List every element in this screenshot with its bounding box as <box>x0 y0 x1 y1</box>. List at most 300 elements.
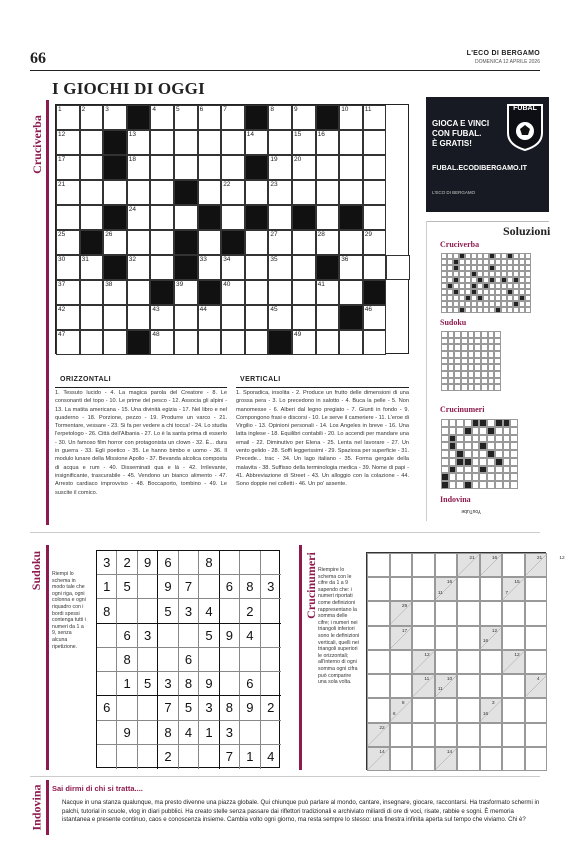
crucinumeri-cell[interactable] <box>525 723 548 747</box>
crossword-cell[interactable] <box>221 180 245 205</box>
verticali-clues: 1. Sporadica, insolita - 2. Produce un frutto delle dimensioni di una grossa pera - 3. Lo precedono in salotto - 4. Buca la pelle - 5. Non manomesse - 6. Alberi dal legno pregiato - 7. Giunti in fondo - 9. Compongono frasi e discorsi - 10. Le serve il cameriere - 11. L'eroe di Virgilio - 13. Opinioni personali - 14. Los Angeles in breve - 16. Una latta inglese - 18. Equilibri contabili - 20. Lo accendi per mandare una email - 22. Diminutivo per Elena - 25. Lenta nel lavorare - 27. Un vento gelido - 28. Soffi leggerissimi - 29. Spaziosa per superficie - 31. Precede... trac - 34. Un lago italiano - 35. Forma gergale della malavita - 38. Suffisso della terminologia medica - 39. Nome di papi - 41. Abbreviazione di Street - 43. Un alloggio con la colazione - 44. Sono doppie nei colletti - 46. Un po' assente. <box>236 390 409 488</box>
crossword-cell[interactable] <box>127 130 151 155</box>
sudoku-cell[interactable] <box>138 575 158 599</box>
sudoku-cell[interactable] <box>179 745 199 769</box>
solution-cell <box>456 427 464 435</box>
solution-cell <box>448 338 455 345</box>
crossword-cell[interactable] <box>316 205 340 230</box>
sudoku-cell: 7 <box>220 745 240 769</box>
crucinumeri-clue-cell <box>390 698 413 722</box>
crucinumeri-clue-cell <box>457 553 480 577</box>
crossword-cell[interactable] <box>245 305 269 330</box>
crossword-cell[interactable] <box>127 205 151 230</box>
crossword-black-cell <box>339 205 363 230</box>
crossword-cell[interactable] <box>363 205 387 230</box>
ad-text: GIOCA E VINCI CON FUBAL. È GRATIS! <box>432 119 490 148</box>
crossword-cell[interactable] <box>80 130 104 155</box>
crossword-cell[interactable] <box>150 105 174 130</box>
crucinumeri-cell[interactable] <box>525 577 548 601</box>
solution-cell <box>448 331 455 338</box>
crossword-cell[interactable] <box>221 105 245 130</box>
solution-cell <box>488 371 495 378</box>
crossword-clue-number: 8 <box>270 106 275 113</box>
solution-sudoku <box>441 331 501 391</box>
crossword-cell[interactable] <box>339 255 363 280</box>
crucinumeri-clue-cell <box>390 626 413 650</box>
crossword-cell[interactable] <box>80 280 104 305</box>
crossword-clue-number: 33 <box>199 256 207 263</box>
crossword-cell[interactable] <box>245 180 269 205</box>
sudoku-cell: 8 <box>179 672 199 696</box>
crossword-cell[interactable] <box>292 255 316 280</box>
crossword-cell[interactable] <box>316 230 340 255</box>
crossword-cell[interactable] <box>56 330 80 355</box>
crossword-cell[interactable] <box>292 180 316 205</box>
solution-cell <box>495 458 503 466</box>
crossword-cell[interactable] <box>150 155 174 180</box>
crossword-cell[interactable] <box>221 305 245 330</box>
crossword-cell[interactable] <box>198 180 222 205</box>
crossword-cell[interactable] <box>363 305 387 330</box>
solution-cell <box>472 481 480 489</box>
solution-cell <box>494 364 501 371</box>
crucinumeri-cell[interactable] <box>502 747 525 771</box>
crossword-cell[interactable] <box>56 205 80 230</box>
crossword-cell[interactable] <box>221 330 245 355</box>
crossword-black-cell <box>268 330 292 355</box>
sudoku-cell[interactable] <box>179 624 199 648</box>
crossword-cell[interactable] <box>127 155 151 180</box>
crossword-cell[interactable] <box>174 105 198 130</box>
crossword-cell[interactable] <box>174 130 198 155</box>
sudoku-cell: 8 <box>117 648 137 672</box>
crossword-cell[interactable] <box>56 305 80 330</box>
sudoku-cell[interactable] <box>220 648 240 672</box>
crossword-cell[interactable] <box>339 155 363 180</box>
crossword-cell[interactable] <box>339 180 363 205</box>
crossword-cell[interactable] <box>198 230 222 255</box>
crossword-clue-number: 26 <box>105 231 113 238</box>
crossword-cell[interactable] <box>316 330 340 355</box>
crossword-cell[interactable] <box>174 330 198 355</box>
crucinumeri-cell[interactable] <box>480 723 503 747</box>
sudoku-cell: 9 <box>138 551 158 575</box>
sudoku-cell[interactable] <box>138 696 158 720</box>
crossword-clue-number: 17 <box>58 156 66 163</box>
crossword-clue-number: 2 <box>81 106 86 113</box>
solution-cell <box>449 419 457 427</box>
crossword-cell[interactable] <box>80 330 104 355</box>
crossword-cell[interactable] <box>268 305 292 330</box>
crossword-cell[interactable] <box>245 280 269 305</box>
crucinumeri-cell[interactable] <box>412 626 435 650</box>
crucinumeri-cell[interactable] <box>390 577 413 601</box>
crucinumeri-sum: 29 <box>401 604 408 610</box>
crossword-cell[interactable] <box>245 130 269 155</box>
crucinumeri-cell[interactable] <box>525 650 548 674</box>
sudoku-cell[interactable] <box>158 648 178 672</box>
crucinumeri-cell[interactable] <box>367 626 390 650</box>
sudoku-cell[interactable] <box>158 624 178 648</box>
crucinumeri-cell[interactable] <box>457 650 480 674</box>
crossword-cell[interactable] <box>127 280 151 305</box>
sudoku-cell: 3 <box>220 721 240 745</box>
crucinumeri-cell[interactable] <box>457 698 480 722</box>
crossword-cell[interactable] <box>268 205 292 230</box>
crossword-cell[interactable] <box>268 280 292 305</box>
crucinumeri-cell[interactable] <box>480 601 503 625</box>
crossword-black-cell <box>245 105 269 130</box>
crossword-clue-number: 36 <box>341 256 349 263</box>
crucinumeri-cell[interactable] <box>502 723 525 747</box>
crucinumeri-cell[interactable] <box>367 553 390 577</box>
crossword-cell[interactable] <box>80 105 104 130</box>
sol-indovina-title: Indovina <box>440 495 471 504</box>
solution-cell <box>468 358 475 365</box>
sudoku-cell[interactable] <box>97 624 117 648</box>
crossword-cell[interactable] <box>150 255 174 280</box>
crossword-clue-number: 23 <box>270 181 278 188</box>
paper-name: L'ECO DI BERGAMO <box>466 50 540 57</box>
crossword-cell[interactable] <box>268 230 292 255</box>
crucinumeri-clue-cell <box>390 601 413 625</box>
crossword-cell[interactable] <box>363 230 387 255</box>
crossword-cell[interactable] <box>316 280 340 305</box>
crossword-cell[interactable] <box>316 180 340 205</box>
crucinumeri-clue-cell <box>435 577 458 601</box>
crossword-cell[interactable] <box>316 130 340 155</box>
crossword-cell[interactable] <box>103 105 127 130</box>
crossword-cell[interactable] <box>80 180 104 205</box>
sudoku-instructions: Riempi lo schema in modo tale che ogni riga, ogni colonna e ogni riquadro con i bordi spessi contenga tutti i numeri da 1 a 9, senza alcuna ripetizione. <box>52 571 86 650</box>
solution-cell <box>510 442 518 450</box>
crucinumeri-cell[interactable] <box>435 650 458 674</box>
solution-cell <box>448 351 455 358</box>
crossword-cell[interactable] <box>198 305 222 330</box>
crossword-cell[interactable] <box>292 155 316 180</box>
sudoku-cell[interactable] <box>261 551 281 575</box>
crossword-cell[interactable] <box>127 305 151 330</box>
crucinumeri-clue-cell <box>480 698 503 722</box>
sudoku-cell[interactable] <box>261 648 281 672</box>
crossword-cell[interactable] <box>292 105 316 130</box>
crossword-cell[interactable] <box>56 255 80 280</box>
crucinumeri-sum: 6 <box>392 711 396 717</box>
crucinumeri-clue-cell <box>412 674 435 698</box>
crossword-cell[interactable] <box>292 280 316 305</box>
crucinumeri-cell[interactable] <box>367 650 390 674</box>
crucinumeri-cell[interactable] <box>457 723 480 747</box>
crossword-cell[interactable] <box>150 205 174 230</box>
crossword-cell[interactable] <box>80 255 104 280</box>
crossword-cell[interactable] <box>198 105 222 130</box>
crossword-black-cell <box>198 205 222 230</box>
crossword-cell[interactable] <box>268 155 292 180</box>
crucinumeri-grid <box>366 552 565 770</box>
crucinumeri-cell[interactable] <box>480 577 503 601</box>
crossword-cell[interactable] <box>245 230 269 255</box>
sudoku-cell[interactable] <box>97 672 117 696</box>
solution-cell <box>468 371 475 378</box>
crucinumeri-cell[interactable] <box>435 553 458 577</box>
crossword-clue-number: 30 <box>58 256 66 263</box>
crossword-cell[interactable] <box>56 280 80 305</box>
crossword-cell[interactable] <box>268 105 292 130</box>
crossword-cell[interactable] <box>221 280 245 305</box>
crucinumeri-cell[interactable] <box>457 626 480 650</box>
crossword-cell[interactable] <box>103 230 127 255</box>
crossword-cell[interactable] <box>268 130 292 155</box>
sudoku-cell[interactable] <box>179 551 199 575</box>
crossword-cell[interactable] <box>56 130 80 155</box>
crucinumeri-cell[interactable] <box>480 674 503 698</box>
crossword-cell[interactable] <box>339 130 363 155</box>
crucinumeri-cell[interactable] <box>525 626 548 650</box>
crucinumeri-cell[interactable] <box>480 747 503 771</box>
crucinumeri-cell[interactable] <box>412 601 435 625</box>
sudoku-cell: 8 <box>97 599 117 623</box>
crucinumeri-cell[interactable] <box>367 674 390 698</box>
sudoku-cell[interactable] <box>97 721 117 745</box>
crucinumeri-cell[interactable] <box>502 553 525 577</box>
crossword-cell[interactable] <box>80 305 104 330</box>
solution-cell <box>495 473 503 481</box>
sudoku-cell[interactable] <box>138 599 158 623</box>
solution-cell <box>472 427 480 435</box>
crucinumeri-cell[interactable] <box>502 626 525 650</box>
solution-cell <box>510 466 518 474</box>
crossword-cell[interactable] <box>316 305 340 330</box>
sudoku-cell[interactable] <box>97 648 117 672</box>
crucinumeri-cell[interactable] <box>435 723 458 747</box>
crucinumeri-cell[interactable] <box>390 553 413 577</box>
crossword-cell[interactable] <box>56 230 80 255</box>
solution-cell <box>503 419 511 427</box>
sudoku-cell[interactable] <box>117 599 137 623</box>
crossword-cell[interactable] <box>221 255 245 280</box>
sudoku-cell[interactable] <box>199 648 219 672</box>
crossword-clue-number: 29 <box>364 231 373 238</box>
solutions-title: Soluzioni <box>503 224 551 238</box>
fubal-ad[interactable] <box>426 97 549 212</box>
crossword-cell[interactable] <box>339 105 363 130</box>
crucinumeri-sum: 11 <box>424 677 430 683</box>
crucinumeri-sum: 21 <box>536 556 543 561</box>
solution-cell <box>468 331 475 338</box>
crucinumeri-sum: 8 <box>401 701 405 707</box>
sudoku-cell[interactable] <box>261 624 281 648</box>
crossword-cell[interactable] <box>174 305 198 330</box>
solution-cell <box>441 481 449 489</box>
crossword-cell[interactable] <box>363 155 387 180</box>
crossword-black-cell <box>150 280 174 305</box>
crossword-cell[interactable] <box>221 205 245 230</box>
ad-footer: L'ECO DI BERGAMO <box>432 190 476 195</box>
crucinumeri-cell[interactable] <box>502 674 525 698</box>
crossword-cell[interactable] <box>150 230 174 255</box>
crucinumeri-cell[interactable] <box>367 698 390 722</box>
crossword-cell[interactable] <box>56 105 80 130</box>
crucinumeri-cell[interactable] <box>502 698 525 722</box>
crossword-cell[interactable] <box>150 130 174 155</box>
crossword-cell[interactable] <box>268 255 292 280</box>
crossword-clue-number: 37 <box>58 281 66 288</box>
crossword-cell[interactable] <box>292 330 316 355</box>
crossword-clue-number: 20 <box>294 156 302 163</box>
solution-cell <box>503 427 511 435</box>
crucinumeri-clue-cell <box>412 650 435 674</box>
solution-cell <box>468 351 475 358</box>
crucinumeri-cell[interactable] <box>367 577 390 601</box>
sudoku-cell[interactable] <box>220 551 240 575</box>
crossword-cell[interactable] <box>245 330 269 355</box>
crossword-cell[interactable] <box>127 230 151 255</box>
crossword-cell[interactable] <box>103 330 127 355</box>
solution-cell <box>488 364 495 371</box>
solutions-rule <box>426 221 549 222</box>
crucinumeri-cell[interactable] <box>457 674 480 698</box>
crucinumeri-cell[interactable] <box>525 601 548 625</box>
crossword-cell[interactable] <box>103 180 127 205</box>
crossword-cell[interactable] <box>127 180 151 205</box>
sudoku-cell[interactable] <box>261 672 281 696</box>
crossword-cell[interactable] <box>292 130 316 155</box>
sudoku-cell[interactable] <box>138 745 158 769</box>
crossword-cell[interactable] <box>174 205 198 230</box>
crossword-cell[interactable] <box>198 330 222 355</box>
crossword-cell[interactable] <box>80 205 104 230</box>
crucinumeri-cell[interactable] <box>457 601 480 625</box>
solution-cell <box>464 473 472 481</box>
crossword-cell[interactable] <box>150 180 174 205</box>
sudoku-cell[interactable] <box>117 745 137 769</box>
crucinumeri-cell[interactable] <box>435 626 458 650</box>
solution-cell <box>448 364 455 371</box>
sudoku-cell[interactable] <box>240 721 260 745</box>
sudoku-cell[interactable] <box>97 745 117 769</box>
sudoku-cell[interactable] <box>117 696 137 720</box>
crucinumeri-cell[interactable] <box>435 698 458 722</box>
crossword-cell[interactable] <box>292 230 316 255</box>
crossword-cell[interactable] <box>150 330 174 355</box>
solution-cell <box>481 371 488 378</box>
sudoku-cell[interactable] <box>240 648 260 672</box>
solution-cell <box>468 364 475 371</box>
sudoku-cell[interactable] <box>138 721 158 745</box>
crucinumeri-cell[interactable] <box>412 698 435 722</box>
sudoku-cell[interactable] <box>261 721 281 745</box>
crucinumeri-cell[interactable] <box>390 723 413 747</box>
crucinumeri-cell[interactable] <box>412 723 435 747</box>
crucinumeri-cell[interactable] <box>390 747 413 771</box>
crucinumeri-sum: 21 <box>469 556 475 561</box>
crossword-cell[interactable] <box>56 155 80 180</box>
crossword-grid <box>55 104 409 354</box>
solution-cell <box>464 427 472 435</box>
crossword-cell[interactable] <box>80 155 104 180</box>
sudoku-cell: 2 <box>117 551 137 575</box>
crossword-clue-number: 44 <box>199 306 207 313</box>
solution-cell <box>494 358 501 365</box>
solution-cell <box>474 371 481 378</box>
crossword-cell[interactable] <box>292 305 316 330</box>
crucinumeri-cell[interactable] <box>367 601 390 625</box>
crossword-cell[interactable] <box>221 130 245 155</box>
solution-cell <box>454 378 461 385</box>
crucinumeri-cell[interactable] <box>412 553 435 577</box>
crossword-cell[interactable] <box>198 255 222 280</box>
solution-cell <box>468 384 475 391</box>
crucinumeri-cell[interactable] <box>480 650 503 674</box>
crucinumeri-cell[interactable] <box>457 747 480 771</box>
crucinumeri-label: Crucinumeri <box>303 551 318 619</box>
crossword-cell[interactable] <box>316 155 340 180</box>
crossword-cell[interactable] <box>386 255 410 280</box>
sudoku-cell[interactable] <box>138 648 158 672</box>
sudoku-cell[interactable] <box>199 575 219 599</box>
crossword-cell[interactable] <box>339 230 363 255</box>
crucinumeri-cell[interactable] <box>502 601 525 625</box>
sudoku-cell[interactable] <box>240 551 260 575</box>
solution-cell <box>487 450 495 458</box>
sol-indovina-answer: YouTube <box>461 508 481 514</box>
crossword-black-cell <box>103 205 127 230</box>
sudoku-cell[interactable] <box>199 745 219 769</box>
crucinumeri-cell[interactable] <box>390 674 413 698</box>
crossword-cell[interactable] <box>103 305 127 330</box>
crossword-cell[interactable] <box>127 255 151 280</box>
crossword-cell[interactable] <box>198 130 222 155</box>
crossword-cell[interactable] <box>103 280 127 305</box>
sudoku-cell[interactable] <box>220 599 240 623</box>
crucinumeri-cell[interactable] <box>390 650 413 674</box>
ad-url[interactable]: FUBAL.ECODIBERGAMO.IT <box>432 163 528 172</box>
crossword-cell[interactable] <box>363 255 387 280</box>
crucinumeri-cell[interactable] <box>412 577 435 601</box>
crucinumeri-cell[interactable] <box>435 601 458 625</box>
sudoku-cell: 3 <box>138 624 158 648</box>
crucinumeri-sum: 3 <box>491 701 495 707</box>
crucinumeri-cell[interactable] <box>412 747 435 771</box>
crucinumeri-cell[interactable] <box>525 747 548 771</box>
crossword-cell[interactable] <box>363 180 387 205</box>
sudoku-cell[interactable] <box>261 599 281 623</box>
crossword-cell[interactable] <box>56 180 80 205</box>
crossword-cell[interactable] <box>339 330 363 355</box>
crossword-cell[interactable] <box>174 280 198 305</box>
solution-cell <box>464 458 472 466</box>
crossword-cell[interactable] <box>363 130 387 155</box>
crucinumeri-cell[interactable] <box>457 577 480 601</box>
crossword-cell[interactable] <box>245 255 269 280</box>
crossword-cell[interactable] <box>339 280 363 305</box>
crossword-clue-number: 3 <box>105 106 109 113</box>
crossword-clue-number: 15 <box>294 131 302 138</box>
crossword-clue-number: 21 <box>58 181 66 188</box>
crossword-cell[interactable] <box>198 155 222 180</box>
crossword-cell[interactable] <box>363 105 387 130</box>
crossword-cell[interactable] <box>174 155 198 180</box>
sudoku-cell[interactable] <box>220 672 240 696</box>
crossword-clue-number: 19 <box>270 156 278 163</box>
crucinumeri-cell[interactable] <box>525 698 548 722</box>
crossword-cell[interactable] <box>150 305 174 330</box>
crossword-cell[interactable] <box>221 155 245 180</box>
crossword-cell[interactable] <box>363 330 387 355</box>
solution-cell <box>456 473 464 481</box>
crossword-cell[interactable] <box>268 180 292 205</box>
solution-cell <box>456 450 464 458</box>
